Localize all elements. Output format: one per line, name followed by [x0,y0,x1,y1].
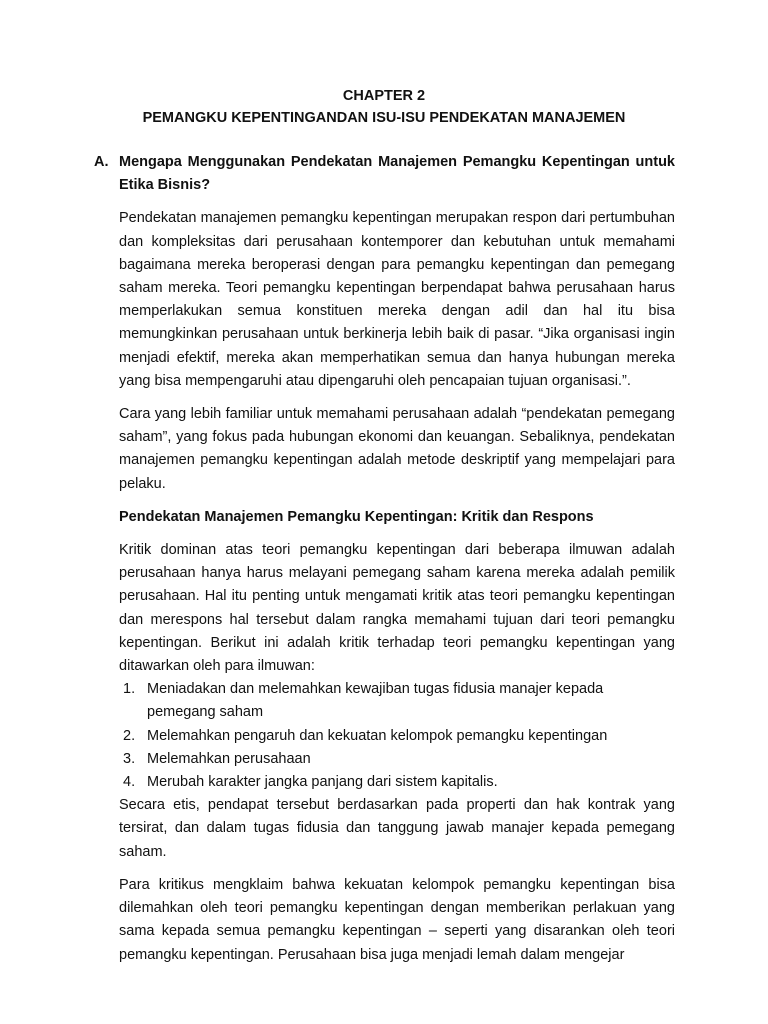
section-letter: A. [94,154,109,170]
list-text: Melemahkan perusahaan [147,750,311,767]
list-number: 2. [123,727,136,744]
critique-list [119,678,675,794]
paragraph-4: Secara etis, pendapat tersebut berdasarkan pada properti dan hak kontrak yang tersirat, dan dalam tugas fidusia dan tanggung jawab manajer kepada pemegang saham. [119,797,675,860]
chapter-label: CHAPTER 2 [342,88,426,104]
list-item [119,725,675,748]
list-text: Meniadakan dan melemahkan kewajiban tugas fidusia manajer kepada pemegang saham [147,681,604,721]
paragraph-2: Cara yang lebih familiar untuk memahami perusahaan adalah “pendekatan pemegang saham”, yang fokus pada hubungan ekonomi dan keuangan. Sebaliknya, pendekatan manajemen pemangku kepentingan adalah metode deskriptif yang mempelajari para pelaku. [119,406,675,492]
list-text: Melemahkan pengaruh dan kekuatan kelompok pemangku kepentingan [147,727,608,744]
section-heading-text: Mengapa Menggunakan Pendekatan Manajemen Pemangku Kepentingan untuk Etika Bisnis? [119,154,675,194]
subheading: Pendekatan Manajemen Pemangku Kepentingan: Kritik dan Respons [119,508,594,525]
section-heading [94,151,675,197]
paragraph-1: Pendekatan manajemen pemangku kepentingan merupakan respon dari pertumbuhan dan kompleksitas dari perusahaan kontemporer dan kebutuhan untuk memahami bagaimana mereka beroperasi dengan para pemangku kepentingan dan pemegang saham mereka. Teori pemangku kepentingan berpendapat bahwa perusahaan harus memperlakukan semua konstituen mereka dengan adil dan hal itu bisa memungkinkan perusahaan untuk berkinerja lebih baik di pasar. “Jika organisasi ingin menjadi efektif, mereka akan memperhatikan semua dan hanya hubungan mereka yang bisa mempengaruhi atau dipengaruhi oleh pencapaian tujuan organisasi.”. [119,210,675,389]
list-text: Merubah karakter jangka panjang dari sistem kapitalis. [147,774,498,791]
paragraph-3: Kritik dominan atas teori pemangku kepentingan dari beberapa ilmuwan adalah perusahaan hanya harus melayani pemegang saham karena mereka adalah pemilik perusahaan. Hal itu penting untuk mengamati kritik atas teori pemangku kepentingan dan merespons hal tersebut dalam rangka memahami tujuan dari teori pemangku kepentingan. Berikut ini adalah kritik terhadap teori pemangku kepentingan yang ditawarkan oleh para ilmuwan: [119,542,675,675]
list-number: 4. [123,774,136,791]
list-number: 3. [123,750,136,767]
paragraph-5: Para kritikus mengklaim bahwa kekuatan kelompok pemangku kepentingan bisa dilemahkan oleh teori pemangku kepentingan dengan memberikan perlakuan yang sama kepada semua pemangku kepentingan – seperti yang disarankan oleh teori pemangku kepentingan. Perusahaan bisa juga menjadi lemah dalam mengejar [119,876,675,963]
list-number: 1. [123,681,136,698]
chapter-title: PEMANGKU KEPENTINGANDAN ISU-ISU PENDEKATAN MANAJEMEN [142,110,626,126]
list-item [119,678,675,724]
document-body [94,151,675,977]
list-item [119,748,675,771]
list-item [119,771,675,794]
